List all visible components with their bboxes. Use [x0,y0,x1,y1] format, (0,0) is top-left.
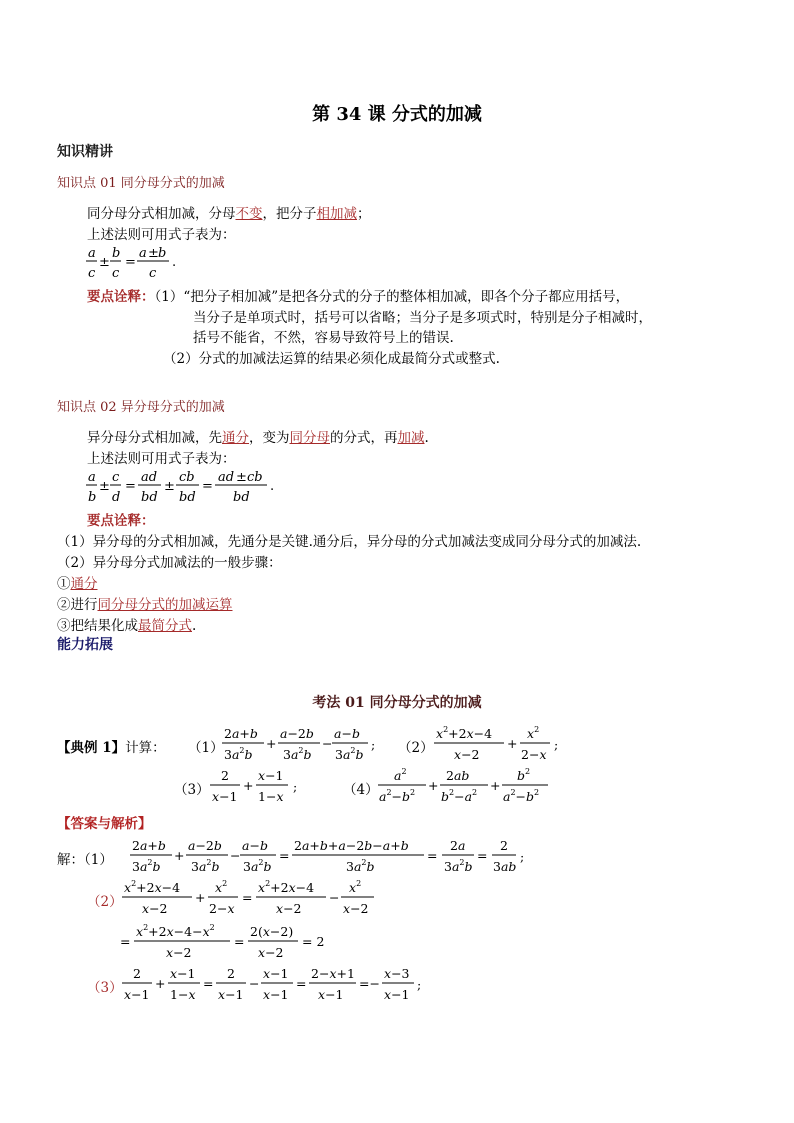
svg-text:2a+b: 2a+b [224,726,258,741]
svg-text:3a2b: $3a^2b$ [132,858,161,874]
svg-text:b2: $b^2$ [517,767,531,783]
svg-text:x−1: x−1 [318,987,344,1002]
svg-text:=: = [477,848,488,863]
svg-text:+: + [243,778,254,793]
svg-text:x−1: x−1 [124,987,150,1002]
svg-text:3a2b: $3a^2b$ [346,858,375,874]
svg-text:x−2: x−2 [142,901,168,916]
solution-1-expr [128,834,538,878]
svg-text:x−3: x−3 [384,966,410,981]
svg-text:=: = [120,934,131,949]
svg-text:x−1: x−1 [170,966,196,981]
svg-text:−: − [249,976,260,991]
kp2-note-2: （2）异分母分式加减法的一般步骤： [57,555,282,571]
knowledge-point-01-heading: 知识点 01 同分母分式的加减 [57,176,225,191]
svg-text:a2−b2: $a^2-b^2$ [503,788,540,804]
svg-text:+: + [490,778,501,793]
svg-text:= 2: = 2 [302,934,325,949]
svg-text:x2: $x^2$ [215,879,228,895]
svg-text:+: + [195,890,206,905]
kp1-rule-underline-2: 相加减 [316,206,357,222]
kp1-note-2: （2）分式的加减法运算的结果必须化成最简分式或整式. [163,351,500,367]
svg-text:2: 2 [221,768,229,783]
svg-text:=: = [234,934,245,949]
example-part-4: （4） [343,782,379,798]
svg-text:x−1: x−1 [384,987,410,1002]
svg-text:x−2: x−2 [454,747,480,762]
svg-text:x2+2x−4−x2: $x^2+2x-4-x^2$ [136,923,215,939]
svg-text:b: b [158,246,167,261]
svg-text:2ab: 2ab [446,768,470,783]
svg-text:=: = [296,976,307,991]
svg-text:bd: bd [179,490,196,505]
svg-text:x2: $x^2$ [349,879,362,895]
svg-text:3a2b: $3a^2b$ [444,858,473,874]
kp1-note-1: （1）“把分子相加减”是把各分式的分子的整体相加减，即各个分子都应用括号， [154,289,630,305]
svg-text:+: + [266,736,277,751]
svg-text:c: c [112,470,120,485]
kp2-rule-underline-1: 通分 [222,430,249,446]
page-title: 第 34 课 分式的加减 [312,104,482,125]
kp2-rule-line [87,426,429,446]
svg-text:x−1: x−1 [212,789,238,804]
svg-text:−: − [322,736,333,751]
kp2-rule-underline-2: 同分母 [289,430,330,446]
svg-text:x2+2x−4: $x^2+2x-4$ [258,879,315,895]
svg-text:−: − [230,848,241,863]
section-heading-knowledge: 知识精讲 [57,144,113,160]
svg-text:±: ± [164,479,175,494]
kaofa-heading: 考法 01 同分母分式的加减 [312,695,482,711]
svg-text:.: . [270,479,275,494]
svg-text:1−x: 1−x [170,987,196,1002]
svg-text:−: − [329,890,340,905]
kp1-rule-text-2: ，把分子 [262,206,317,222]
svg-text:a2−b2: $a^2-b^2$ [379,788,416,804]
example-4-expr [376,764,556,808]
svg-text:2−x+1: 2−x+1 [311,966,355,981]
svg-text:c: c [88,266,96,281]
kp2-step-3-end: . [192,618,197,634]
solution-2-expr-a [120,876,390,920]
svg-text:3a2b: $3a^2b$ [224,746,253,762]
svg-text:3a2b: $3a^2b$ [191,858,220,874]
svg-text:2: 2 [133,966,141,981]
svg-text:;: ; [520,849,525,864]
kp2-step-2-text: ②进行 [57,597,98,613]
kp1-note-line2: 当分子是单项式时，括号可以省略；当分子是多项式时，特别是分子相减时， [193,310,652,326]
solution-3-expr [120,962,440,1006]
example-part-1: （1） [188,740,224,756]
kp1-formula-intro: 上述法则可用式子表为： [87,227,236,243]
svg-text:a−b: a−b [242,838,268,853]
kp1-formula [85,242,195,284]
svg-text:=: = [125,479,136,494]
solution-part-3: （3） [87,980,123,996]
example-instruction: 计算： [125,740,166,756]
svg-text:x2: $x^2$ [527,725,540,741]
kp1-note-label: 要点诠释： [87,289,155,305]
kp2-step-2 [57,593,233,613]
svg-text:bd: bd [233,490,250,505]
svg-text:d: d [112,490,121,505]
example-2-expr [432,722,572,766]
kp2-rule-text-3: 的分式，再 [330,430,398,446]
kp2-formula-intro: 上述法则可用式子表为： [87,451,236,467]
svg-text:cb: cb [247,470,263,485]
section-heading-ability: 能力拓展 [57,637,113,653]
svg-text:±: ± [236,470,247,485]
kp2-note-1: （1）异分母的分式相加减，先通分是关键.通分后，异分母的分式加减法变成同分母分式的加减法. [57,534,642,550]
solution-jie: 解： [57,852,84,868]
svg-text:2a: 2a [450,838,466,853]
example-part-2: （2） [398,740,434,756]
solution-part-2: （2） [87,894,123,910]
kp2-step-1-num: ① [57,576,71,592]
svg-text:2−x: 2−x [521,747,547,762]
svg-text:b: b [88,490,97,505]
svg-text:a−b: a−b [334,726,360,741]
svg-text:x−2: x−2 [258,945,284,960]
svg-text:x2+2x−4: $x^2+2x-4$ [124,879,181,895]
kp2-formula [85,466,285,508]
svg-text:;: ; [417,977,422,992]
example-part-3: （3） [174,782,210,798]
kp2-step-1-underline: 通分 [70,576,98,592]
example-1-label [57,736,166,756]
kp2-step-3-text: ③把结果化成 [57,618,138,634]
svg-text:x−2: x−2 [276,901,302,916]
svg-text:3a2b: $3a^2b$ [283,746,312,762]
svg-text:;: ; [371,737,376,752]
svg-text:c: c [149,266,157,281]
svg-text:+: + [155,976,166,991]
svg-text:x−1: x−1 [218,987,244,1002]
svg-text:=: = [203,976,214,991]
svg-text:=: = [279,848,290,863]
svg-text:a−2b: a−2b [188,838,222,853]
svg-text:2: 2 [500,838,508,853]
knowledge-point-02-heading: 知识点 02 异分母分式的加减 [57,400,225,415]
svg-text:2−x: 2−x [209,901,235,916]
svg-text:bd: bd [141,490,158,505]
svg-text:3ab: 3ab [493,859,517,874]
kp1-note-line1 [87,285,629,305]
svg-text:+: + [507,736,518,751]
svg-text:a2: $a^2$ [394,767,407,783]
svg-text:x2+2x−4: $x^2+2x-4$ [436,725,493,741]
svg-text:c: c [112,266,120,281]
kp2-rule-end: . [424,430,429,446]
kp2-note-label [87,509,155,529]
example-label: 【典例 1】 [57,740,126,756]
kp2-rule-underline-3: 加减 [397,430,425,446]
svg-text:+: + [174,848,185,863]
svg-text:;: ; [293,779,298,794]
svg-text:2(x−2): 2(x−2) [250,924,294,939]
svg-text:x−1: x−1 [258,768,284,783]
kp1-rule-end: ； [357,206,371,222]
svg-text:ad: ad [141,470,158,485]
svg-text:x−2: x−2 [166,945,192,960]
svg-text:.: . [172,255,177,270]
svg-text:2a+b: 2a+b [132,838,166,853]
svg-text:2: 2 [227,966,235,981]
svg-text:=: = [202,479,213,494]
svg-text:a: a [88,470,96,485]
kp1-rule-underline-1: 不变 [235,206,263,222]
svg-text:1−x: 1−x [258,789,284,804]
kp1-rule-line [87,202,371,222]
kp1-note-line3: 括号不能省，不然，容易导致符号上的错误. [193,330,454,346]
example-1-expr [220,722,385,766]
kp2-note-label-text: 要点诠释： [87,513,155,529]
svg-text:a: a [88,246,96,261]
svg-text:=: = [125,255,136,270]
svg-text:b2−a2: $b^2-a^2$ [441,788,478,804]
kp2-step-1 [57,572,98,592]
svg-text:b: b [112,246,121,261]
svg-text:cb: cb [179,470,195,485]
solution-2-expr-b [120,920,350,964]
svg-text:3a2b: $3a^2b$ [243,858,272,874]
svg-text:2a+b+a−2b−a+b: 2a+b+a−2b−a+b [294,838,409,853]
svg-text:x−2: x−2 [343,901,369,916]
svg-text:±: ± [148,246,159,261]
solution-intro [57,848,113,868]
solution-part-1: （1） [84,852,113,868]
svg-text:±: ± [99,479,110,494]
kp2-step-2-underline: 同分母分式的加减运算 [97,597,233,613]
svg-text:x−1: x−1 [263,987,289,1002]
svg-text:3a2b: $3a^2b$ [335,746,364,762]
answer-label: 【答案与解析】 [57,816,152,832]
svg-text:ad: ad [218,470,235,485]
svg-text:=: = [427,848,438,863]
svg-text:=: = [242,890,253,905]
kp1-rule-text: 同分母分式相加减，分母 [87,206,236,222]
svg-text:+: + [428,778,439,793]
kp2-rule-text: 异分母分式相加减，先 [87,430,222,446]
kp2-rule-text-2: ，变为 [249,430,290,446]
svg-text:a: a [139,246,147,261]
example-3-expr [208,764,308,808]
kp2-step-3-underline: 最简分式 [138,618,192,634]
svg-text:a−2b: a−2b [280,726,314,741]
kp2-step-3 [57,614,196,634]
svg-text:=−: =− [359,976,380,991]
svg-text:;: ; [554,737,559,752]
svg-text:±: ± [99,255,110,270]
svg-text:x−1: x−1 [263,966,289,981]
